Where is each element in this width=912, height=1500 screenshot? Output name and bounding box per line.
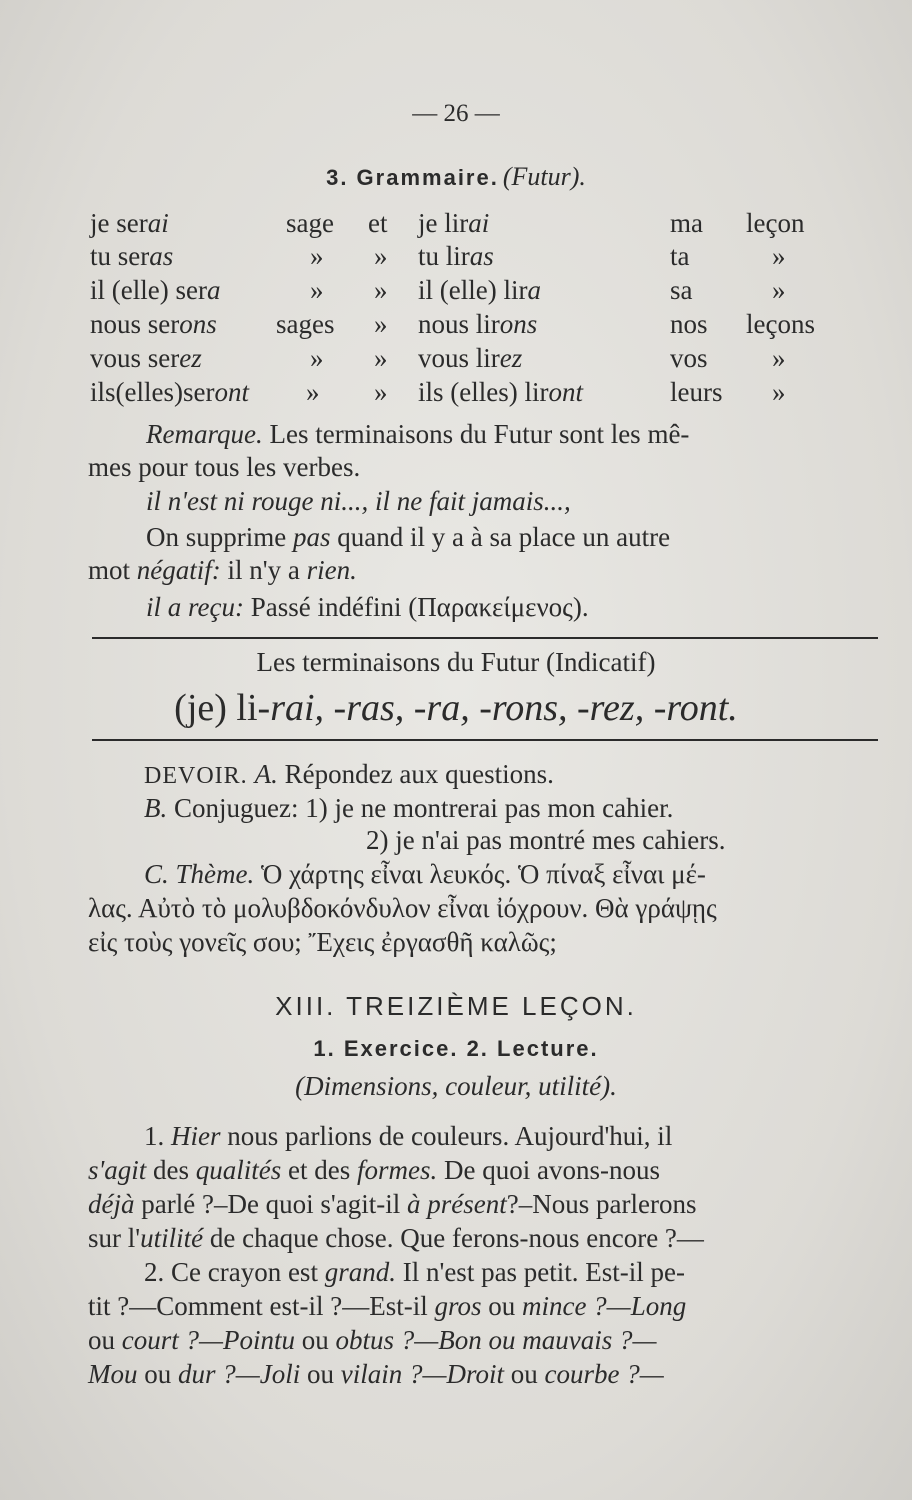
formula-prefix: (je) li- bbox=[174, 687, 271, 729]
text: ?–Nous parlerons bbox=[506, 1189, 697, 1219]
italic: obtus ?—Bon ou mauvais ?— bbox=[335, 1325, 657, 1355]
remark-line bbox=[146, 418, 689, 450]
remark-line bbox=[88, 554, 357, 586]
text: Il n'est pas petit. Est-il pe- bbox=[395, 1257, 686, 1287]
cell-e: ma bbox=[670, 208, 703, 238]
cell-b: sage bbox=[286, 208, 334, 238]
text: et des bbox=[281, 1155, 358, 1185]
text: ou bbox=[88, 1325, 122, 1355]
devoir-letter: A. bbox=[254, 759, 278, 789]
italic: utilité bbox=[140, 1223, 204, 1253]
paragraph-line bbox=[88, 1324, 657, 1356]
text: 1. bbox=[144, 1121, 171, 1151]
cell-a: il (elle) sera bbox=[90, 275, 221, 305]
cell-a: ils(elles)seront bbox=[90, 377, 249, 407]
grammar-heading-italic: (Futur). bbox=[502, 162, 586, 191]
divider bbox=[92, 637, 878, 639]
cell-b: sages bbox=[276, 309, 335, 339]
italic: grand. bbox=[324, 1257, 396, 1287]
cell-a: nous serons bbox=[90, 309, 217, 339]
remark-text: Passé indéfini (Παρακείμενος). bbox=[243, 592, 589, 622]
cell-e: leurs bbox=[670, 377, 723, 407]
paragraph-line bbox=[144, 1256, 685, 1288]
remark-label: Remarque. bbox=[146, 419, 263, 449]
cell-c: » bbox=[374, 377, 388, 407]
text: ou bbox=[481, 1291, 522, 1321]
remark-italic: il a reçu: bbox=[146, 592, 244, 622]
remark-line bbox=[146, 591, 589, 623]
devoir-letter: C. Thème. bbox=[144, 859, 255, 889]
devoir-line bbox=[144, 792, 673, 824]
cell-a: vous serez bbox=[90, 343, 202, 373]
remark-italic: négatif: bbox=[136, 555, 221, 585]
cell-c: » bbox=[374, 343, 388, 373]
cell-c: » bbox=[374, 275, 388, 305]
italic: Mou bbox=[88, 1359, 138, 1389]
cell-d: nous lirons bbox=[418, 309, 538, 339]
cell-e: vos bbox=[670, 343, 708, 373]
cell-a: tu seras bbox=[90, 241, 174, 271]
text: parlé ?–De quoi s'agit-il bbox=[134, 1189, 408, 1219]
text: nous parlions de couleurs. Aujourd'hui, il bbox=[220, 1121, 673, 1151]
italic: mince ?—Long bbox=[521, 1291, 687, 1321]
cell-d: je lirai bbox=[418, 208, 490, 238]
remark-italic: rien. bbox=[306, 555, 357, 585]
paragraph-line bbox=[88, 1154, 660, 1186]
devoir-line: λας. Αὐτὸ τὸ μολυβδοκόνδυλον εἶναι ἰόχρουν. Θὰ γράψῃς bbox=[88, 893, 717, 923]
lesson-theme: (Dimensions, couleur, utilité). bbox=[295, 1071, 617, 1101]
text: ou bbox=[295, 1325, 336, 1355]
page-number: — 26 — bbox=[412, 100, 500, 127]
remark-line bbox=[146, 521, 670, 553]
paragraph-line bbox=[88, 1188, 696, 1220]
devoir-line bbox=[144, 858, 706, 890]
cell-b: » bbox=[310, 343, 324, 373]
devoir-label: DEVOIR. bbox=[144, 763, 255, 789]
formula-endings: rai, -ras, -ra, -rons, -rez, -ront. bbox=[270, 687, 738, 729]
devoir-line: 2) je n'ai pas montré mes cahiers. bbox=[366, 825, 726, 855]
remark-italic: pas bbox=[292, 522, 331, 552]
cell-c: » bbox=[374, 241, 388, 271]
cell-b: » bbox=[310, 241, 324, 271]
cell-f: » bbox=[772, 343, 786, 373]
box-title: Les terminaisons du Futur (Indicatif) bbox=[256, 647, 656, 677]
paragraph-line bbox=[88, 1358, 664, 1390]
cell-d: il (elle) lira bbox=[418, 275, 541, 305]
paragraph-line bbox=[88, 1222, 704, 1254]
italic: vilain ?—Droit bbox=[340, 1359, 505, 1389]
lesson-subtitle: 1. Exercice. 2. Lecture. bbox=[313, 1036, 599, 1061]
cell-d: vous lirez bbox=[418, 343, 523, 373]
italic: formes. bbox=[357, 1155, 438, 1185]
box-formula bbox=[0, 686, 912, 730]
grammar-heading-text: 3. Grammaire. bbox=[326, 165, 499, 190]
devoir-text: Répondez aux questions. bbox=[277, 759, 554, 789]
cell-e: sa bbox=[670, 275, 693, 305]
grammar-heading bbox=[0, 162, 912, 192]
text: des bbox=[146, 1155, 196, 1185]
cell-f: » bbox=[772, 241, 786, 271]
text: De quoi avons-nous bbox=[437, 1155, 661, 1185]
cell-e: nos bbox=[670, 309, 708, 339]
lesson-title: XIII. TREIZIÈME LEÇON. bbox=[275, 991, 637, 1021]
text: tit ?—Comment est-il ?—Est-il bbox=[88, 1291, 435, 1321]
italic: court ?—Pointu bbox=[121, 1325, 295, 1355]
text: ou bbox=[300, 1359, 341, 1389]
italic: courbe ?— bbox=[544, 1359, 664, 1389]
devoir-line bbox=[144, 758, 554, 792]
cell-b: » bbox=[306, 377, 320, 407]
text: 2. Ce crayon est bbox=[144, 1257, 325, 1287]
cell-e: ta bbox=[670, 241, 690, 271]
remark-text: quand il y a à sa place un autre bbox=[330, 522, 671, 552]
cell-f: leçon bbox=[746, 208, 805, 238]
remark-line: mes pour tous les verbes. bbox=[88, 452, 361, 482]
text: sur l' bbox=[88, 1223, 141, 1253]
cell-f: » bbox=[772, 275, 786, 305]
text: ou bbox=[504, 1359, 545, 1389]
cell-f: » bbox=[772, 377, 786, 407]
devoir-text: Ὁ χάρτης εἶναι λευκός. Ὁ πίναξ εἶναι μέ- bbox=[254, 859, 706, 889]
devoir-letter: B. bbox=[144, 793, 168, 823]
paragraph-line bbox=[88, 1290, 686, 1322]
cell-f: leçons bbox=[746, 309, 815, 339]
remark-text: Les terminaisons du Futur sont les mê- bbox=[262, 419, 690, 449]
paragraph-line bbox=[144, 1120, 672, 1152]
devoir-text: Conjuguez: 1) je ne montrerai pas mon cahier. bbox=[167, 793, 674, 823]
cell-d: tu liras bbox=[418, 241, 494, 271]
divider bbox=[92, 739, 878, 741]
remark-text: il n'y a bbox=[220, 555, 307, 585]
italic: Hier bbox=[171, 1121, 221, 1151]
italic: dur ?—Joli bbox=[178, 1359, 301, 1389]
cell-d: ils (elles) liront bbox=[418, 377, 583, 407]
cell-c: » bbox=[374, 309, 388, 339]
italic: qualités bbox=[195, 1155, 282, 1185]
text: ou bbox=[137, 1359, 178, 1389]
italic: s'agit bbox=[88, 1155, 147, 1185]
cell-a: je serai bbox=[90, 208, 169, 238]
remark-text: On supprime bbox=[146, 522, 293, 552]
text: de chaque chose. Que ferons-nous encore ?— bbox=[203, 1223, 704, 1253]
cell-c: et bbox=[368, 208, 388, 238]
remark-text: mot bbox=[88, 555, 137, 585]
italic: déjà bbox=[88, 1189, 135, 1219]
example-line: il n'est ni rouge ni..., il ne fait jamais..., bbox=[146, 486, 571, 516]
italic: à présent bbox=[407, 1189, 507, 1219]
cell-b: » bbox=[310, 275, 324, 305]
devoir-line: εἰς τοὺς γονεῖς σου; Ἔχεις ἐργασθῆ καλῶς; bbox=[88, 927, 557, 957]
italic: gros bbox=[434, 1291, 482, 1321]
